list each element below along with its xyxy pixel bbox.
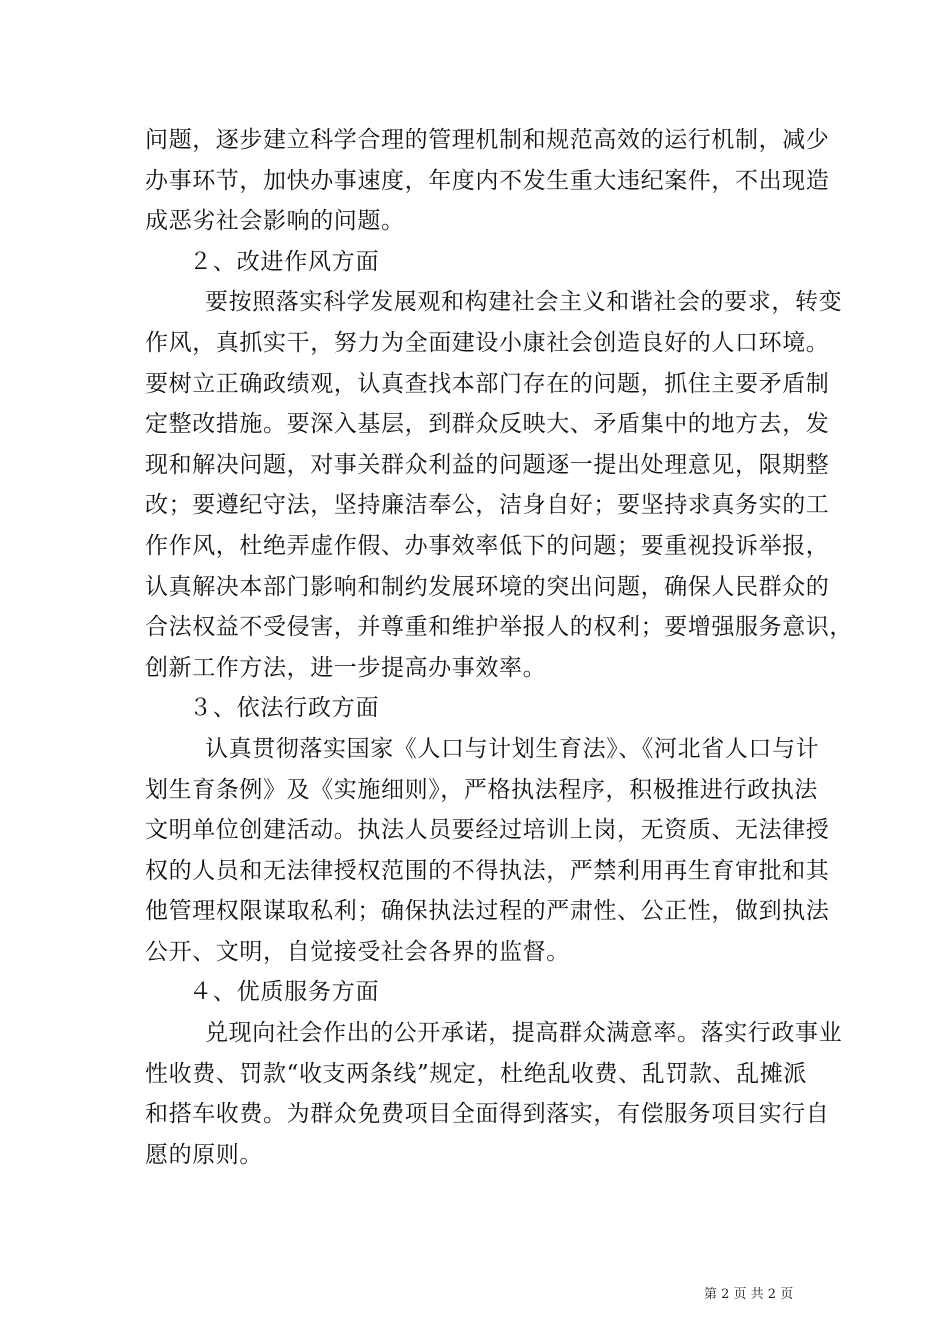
body-line: 创新工作方法，进一步提高办事效率。 xyxy=(145,654,547,681)
section-heading: ２、改进作风方面 xyxy=(189,248,380,275)
section-heading: ４、优质服务方面 xyxy=(189,979,380,1006)
body-line: 权的人员和无法律授权范围的不得执法，严禁利用再生育审批和其 xyxy=(145,857,830,884)
body-line: 现和解决问题，对事关群众利益的问题逐一提出处理意见，限期整 xyxy=(145,451,830,478)
body-line: 认真解决本部门影响和制约发展环境的突出问题，确保人民群众的 xyxy=(145,573,830,600)
body-line: 办事环节，加快办事速度，年度内不发生重大违纪案件，不出现造 xyxy=(145,167,830,194)
body-line: 作作风，杜绝弄虚作假、办事效率低下的问题；要重视投诉举报， xyxy=(145,532,830,559)
body-line: 划生育条例》及《实施细则》，严格执法程序，积极推进行政执法 xyxy=(145,776,818,803)
body-line: 公开、文明，自觉接受社会各界的监督。 xyxy=(145,938,570,965)
body-line: 他管理权限谋取私利；确保执法过程的严肃性、公正性，做到执法 xyxy=(145,898,830,925)
body-line: 合法权益不受侵害，并尊重和维护举报人的权利；要增强服务意识， xyxy=(145,614,853,641)
body-line: 成恶劣社会影响的问题。 xyxy=(145,208,405,235)
body-line: 性收费、罚款“收支两条线”规定，杜绝乱收费、乱罚款、乱摊派 xyxy=(145,1060,807,1087)
section-heading: ３、依法行政方面 xyxy=(189,695,380,722)
body-line: 和搭车收费。为群众免费项目全面得到落实，有偿服务项目实行自 xyxy=(145,1101,830,1128)
body-line: 作风，真抓实干，努力为全面建设小康社会创造良好的人口环境。 xyxy=(145,329,830,356)
page-number: 第 2 页 共 2 页 xyxy=(704,1287,794,1302)
paragraph-first-line: 要按照落实科学发展观和构建社会主义和谐社会的要求，转变 xyxy=(205,289,843,316)
paragraph-first-line: 兑现向社会作出的公开承诺，提高群众满意率。落实行政事业 xyxy=(205,1020,843,1047)
body-line: 问题，逐步建立科学合理的管理机制和规范高效的运行机制，减少 xyxy=(145,127,830,153)
body-line: 定整改措施。要深入基层，到群众反映大、矛盾集中的地方去，发 xyxy=(145,411,830,438)
body-line: 要树立正确政绩观，认真查找本部门存在的问题，抓住主要矛盾制 xyxy=(145,370,830,397)
body-line: 文明单位创建活动。执法人员要经过培训上岗，无资质、无法律授 xyxy=(145,817,830,844)
paragraph-first-line: 认真贯彻落实国家《人口与计划生育法》、《河北省人口与计 xyxy=(205,735,820,762)
body-line: 愿的原则。 xyxy=(145,1141,263,1168)
document-body xyxy=(145,120,853,1175)
body-line: 改；要遵纪守法，坚持廉洁奉公，洁身自好；要坚持求真务实的工 xyxy=(145,492,830,519)
